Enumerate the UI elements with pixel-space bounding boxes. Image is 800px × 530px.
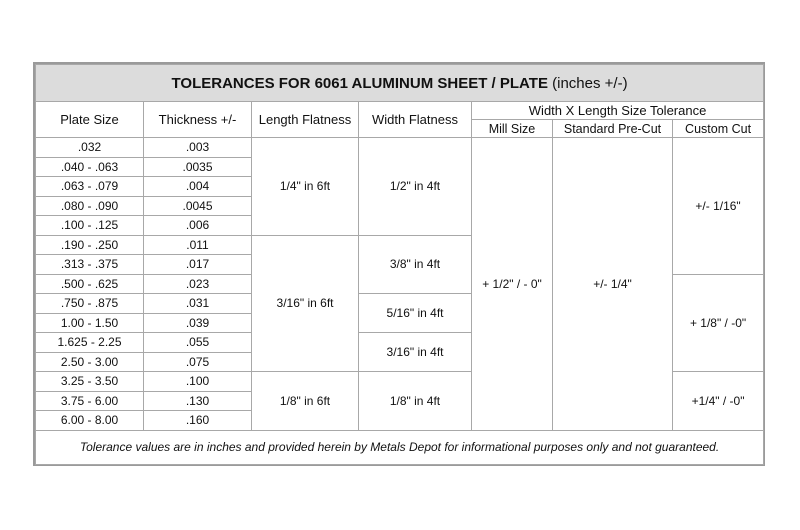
plate-size-cell: .190 - .250 <box>36 235 144 255</box>
header-thickness: Thickness +/- <box>144 102 252 138</box>
thickness-cell: .039 <box>144 313 252 333</box>
thickness-cell: .0035 <box>144 157 252 177</box>
thickness-cell: .031 <box>144 294 252 314</box>
thickness-cell: .130 <box>144 391 252 411</box>
custom-cut-cell: +/- 1/16" <box>673 138 764 275</box>
plate-size-cell: .040 - .063 <box>36 157 144 177</box>
table-title-suffix: (inches +/-) <box>552 74 628 92</box>
thickness-cell: .011 <box>144 235 252 255</box>
header-standard-precut: Standard Pre-Cut <box>553 120 673 138</box>
thickness-cell: .160 <box>144 411 252 431</box>
header-width-flatness: Width Flatness <box>359 102 472 138</box>
plate-size-cell: .063 - .079 <box>36 177 144 197</box>
header-length-flatness: Length Flatness <box>252 102 359 138</box>
plate-size-cell: 6.00 - 8.00 <box>36 411 144 431</box>
thickness-cell: .100 <box>144 372 252 392</box>
header-plate-size: Plate Size <box>36 102 144 138</box>
length-flatness-cell: 3/16" in 6ft <box>252 235 359 372</box>
standard-precut-cell: +/- 1/4" <box>553 138 673 431</box>
thickness-cell: .023 <box>144 274 252 294</box>
length-flatness-cell: 1/8" in 6ft <box>252 372 359 431</box>
width-flatness-cell: 5/16" in 4ft <box>359 294 472 333</box>
tolerance-table-frame <box>33 62 765 466</box>
width-flatness-cell: 1/2" in 4ft <box>359 138 472 236</box>
plate-size-cell: 1.00 - 1.50 <box>36 313 144 333</box>
plate-size-cell: 2.50 - 3.00 <box>36 352 144 372</box>
length-flatness-cell: 1/4" in 6ft <box>252 138 359 236</box>
plate-size-cell: .313 - .375 <box>36 255 144 275</box>
thickness-cell: .0045 <box>144 196 252 216</box>
thickness-cell: .055 <box>144 333 252 353</box>
custom-cut-cell: + 1/8" / -0" <box>673 274 764 372</box>
width-flatness-cell: 3/8" in 4ft <box>359 235 472 294</box>
disclaimer-footer: Tolerance values are in inches and provided herein by Metals Depot for informational purposes only and not guaranteed. <box>36 430 764 464</box>
tolerance-table <box>35 64 764 465</box>
header-mill-size: Mill Size <box>472 120 553 138</box>
header-size-tolerance: Width X Length Size Tolerance <box>472 102 764 120</box>
plate-size-cell: .500 - .625 <box>36 274 144 294</box>
width-flatness-cell: 3/16" in 4ft <box>359 333 472 372</box>
mill-size-cell: + 1/2" / - 0" <box>472 138 553 431</box>
table-title <box>36 65 764 102</box>
table-title-main: TOLERANCES FOR 6061 ALUMINUM SHEET / PLATE <box>171 74 548 92</box>
plate-size-cell: .080 - .090 <box>36 196 144 216</box>
header-custom-cut: Custom Cut <box>673 120 764 138</box>
thickness-cell: .017 <box>144 255 252 275</box>
plate-size-cell: 1.625 - 2.25 <box>36 333 144 353</box>
plate-size-cell: .750 - .875 <box>36 294 144 314</box>
plate-size-cell: 3.25 - 3.50 <box>36 372 144 392</box>
plate-size-cell: 3.75 - 6.00 <box>36 391 144 411</box>
thickness-cell: .006 <box>144 216 252 236</box>
plate-size-cell: .032 <box>36 138 144 158</box>
thickness-cell: .004 <box>144 177 252 197</box>
plate-size-cell: .100 - .125 <box>36 216 144 236</box>
custom-cut-cell: +1/4" / -0" <box>673 372 764 431</box>
thickness-cell: .075 <box>144 352 252 372</box>
thickness-cell: .003 <box>144 138 252 158</box>
width-flatness-cell: 1/8" in 4ft <box>359 372 472 431</box>
